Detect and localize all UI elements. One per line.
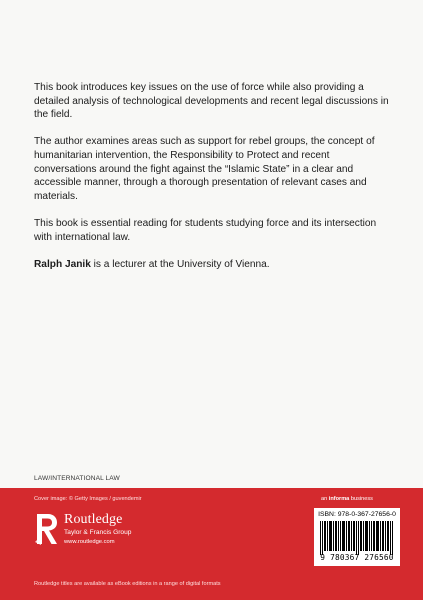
blurb-paragraph-3: This book is essential reading for students studying force and its intersection with international law. bbox=[34, 217, 377, 243]
author-bio bbox=[34, 258, 389, 272]
informa-business-tag bbox=[321, 496, 373, 502]
ebook-availability-note: Routledge titles are available as eBook editions in a range of digital formats bbox=[34, 581, 221, 587]
informa-brand: informa bbox=[328, 496, 350, 502]
isbn-label: ISBN: 978-0-367-27656-0 bbox=[318, 511, 396, 518]
cover-blurb bbox=[34, 81, 389, 285]
cover-image-credit: Cover image: © Getty Images / guvendemir bbox=[34, 496, 142, 502]
blurb-paragraph-2: The author examines areas such as support for rebel groups, the concept of humanitarian intervention, the Responsibility to Protect and recent conversations around the fight against the “Islamic State” in a clear and accessible manner, through a thorough presentation of relevant cases and materials. bbox=[34, 136, 375, 202]
barcode-digits: 9 780367 276560 bbox=[320, 553, 394, 562]
informa-suffix: business bbox=[349, 496, 373, 502]
blurb-paragraph-1: This book introduces key issues on the use of force while also providing a detailed analysis of technological developments and recent legal discussions in the field. bbox=[34, 82, 389, 121]
informa-prefix: an bbox=[321, 496, 329, 502]
publisher-footer-band bbox=[0, 488, 423, 600]
publisher-url: www.routledge.com bbox=[64, 539, 115, 545]
routledge-r-icon bbox=[34, 512, 60, 546]
barcode-icon bbox=[320, 521, 394, 555]
author-name: Ralph Janik bbox=[34, 258, 91, 270]
subject-category: LAW/INTERNATIONAL LAW bbox=[34, 475, 120, 482]
publisher-group: Taylor & Francis Group bbox=[64, 529, 132, 536]
publisher-name: Routledge bbox=[64, 512, 123, 527]
isbn-barcode-box bbox=[314, 508, 400, 566]
routledge-logo bbox=[34, 512, 194, 560]
author-bio-text: is a lecturer at the University of Vienna. bbox=[90, 258, 270, 270]
